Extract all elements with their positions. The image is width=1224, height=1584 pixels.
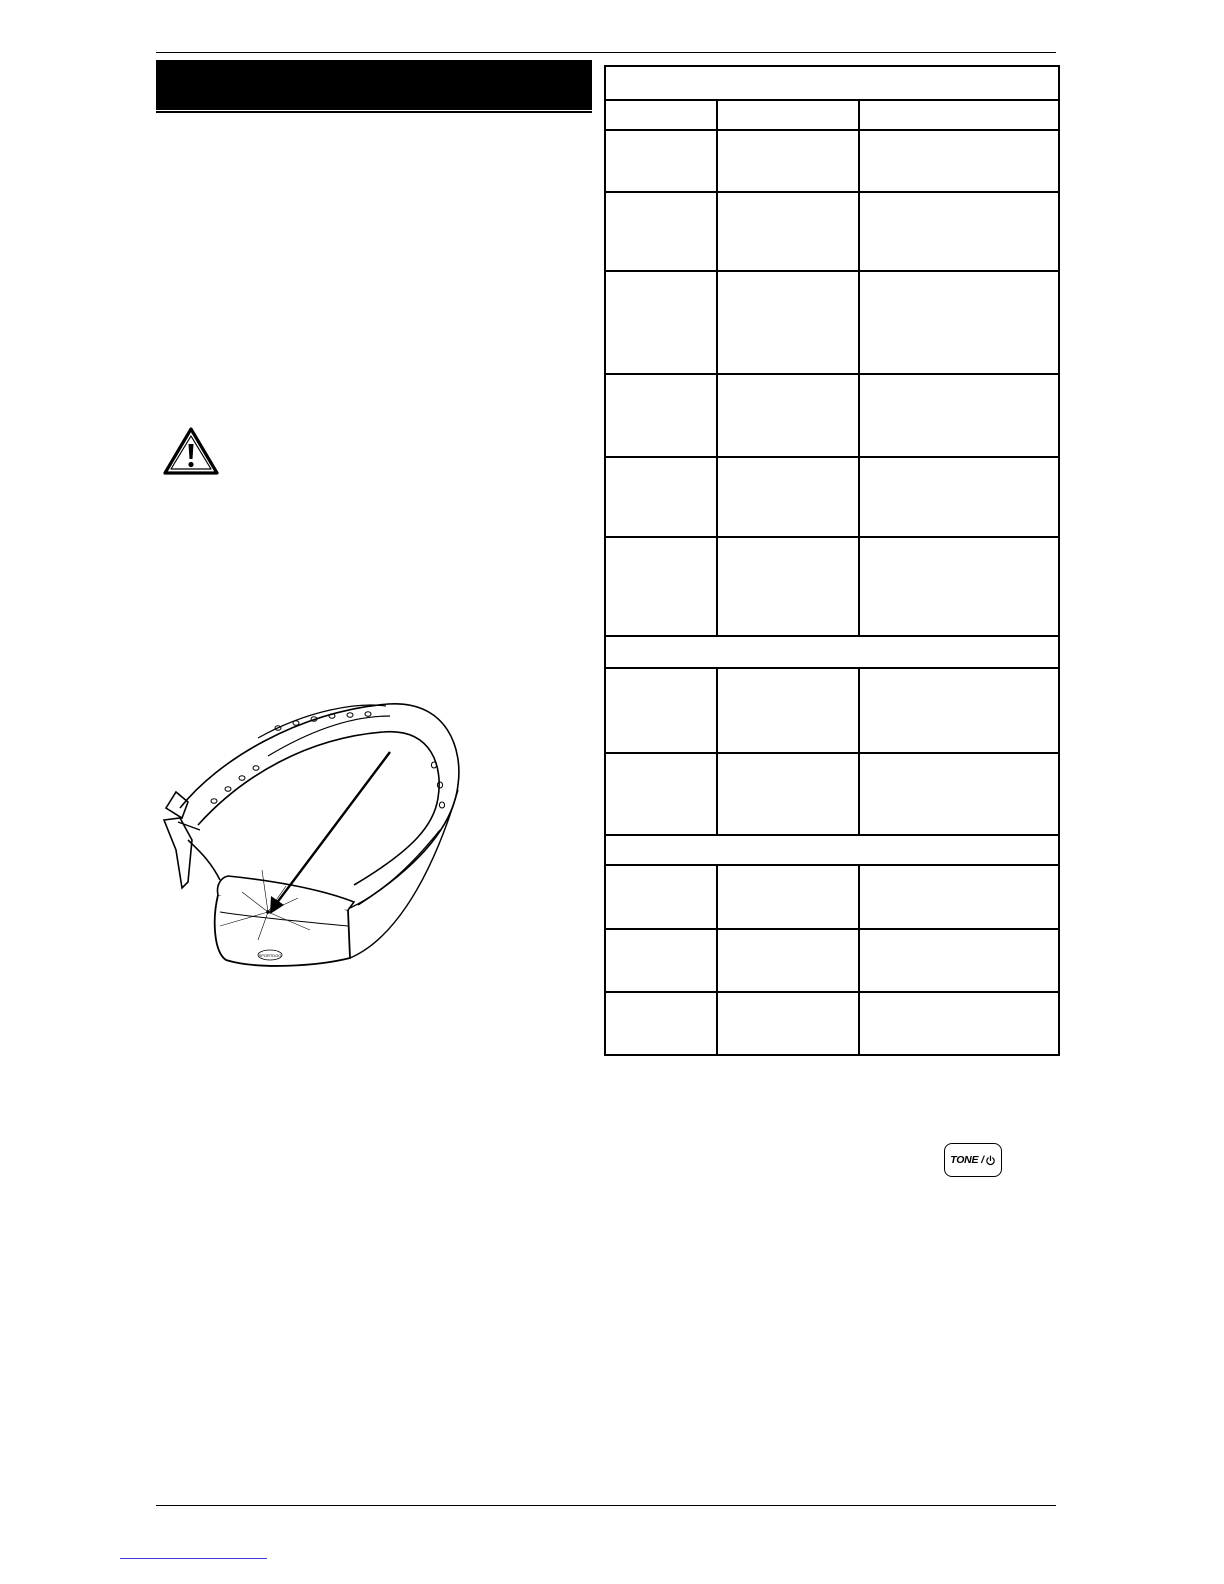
table-cell bbox=[718, 866, 858, 928]
table-cell bbox=[860, 458, 1058, 536]
table-cell bbox=[860, 993, 1058, 1054]
table-cell bbox=[860, 930, 1058, 991]
table-cell bbox=[718, 538, 858, 635]
table-cell bbox=[718, 930, 858, 991]
table-title bbox=[606, 67, 1058, 99]
table-cell bbox=[606, 754, 716, 834]
warning-triangle-icon bbox=[162, 426, 220, 476]
table-cell bbox=[860, 866, 1058, 928]
brand-mark: SPORTDOG bbox=[258, 953, 282, 958]
table-cell bbox=[718, 993, 858, 1054]
table-cell bbox=[718, 131, 858, 191]
table-cell bbox=[860, 193, 1058, 270]
tone-label: TONE / bbox=[950, 1154, 984, 1166]
table-cell bbox=[606, 538, 716, 635]
table-cell bbox=[860, 669, 1058, 752]
power-icon bbox=[985, 1155, 996, 1166]
table-cell bbox=[606, 272, 716, 373]
tone-power-button-icon bbox=[944, 1143, 1002, 1177]
table-cell bbox=[718, 458, 858, 536]
table-cell bbox=[606, 375, 716, 456]
table-cell bbox=[718, 193, 858, 270]
column-header bbox=[718, 101, 858, 129]
table-cell bbox=[606, 131, 716, 191]
table-cell bbox=[860, 131, 1058, 191]
table-cell bbox=[860, 754, 1058, 834]
section-label bbox=[606, 836, 1058, 864]
footer-rule bbox=[156, 1505, 1056, 1506]
collar-receiver-illustration bbox=[158, 690, 478, 990]
title-underline bbox=[156, 111, 592, 113]
column-header bbox=[860, 101, 1058, 129]
section-label bbox=[606, 637, 1058, 667]
table-cell bbox=[718, 669, 858, 752]
status-table bbox=[604, 65, 1060, 1056]
table-cell bbox=[606, 193, 716, 270]
table-cell bbox=[860, 272, 1058, 373]
table-cell bbox=[606, 458, 716, 536]
table-cell bbox=[606, 669, 716, 752]
section-title-bar bbox=[156, 60, 592, 110]
table-cell bbox=[718, 272, 858, 373]
table-cell bbox=[606, 866, 716, 928]
column-header bbox=[606, 101, 716, 129]
header-rule bbox=[156, 52, 1056, 53]
table-cell bbox=[860, 375, 1058, 456]
table-cell bbox=[606, 930, 716, 991]
footer-link-underline[interactable] bbox=[120, 1558, 267, 1559]
table-cell bbox=[718, 375, 858, 456]
table-cell bbox=[860, 538, 1058, 635]
table-cell bbox=[606, 993, 716, 1054]
table-cell bbox=[718, 754, 858, 834]
